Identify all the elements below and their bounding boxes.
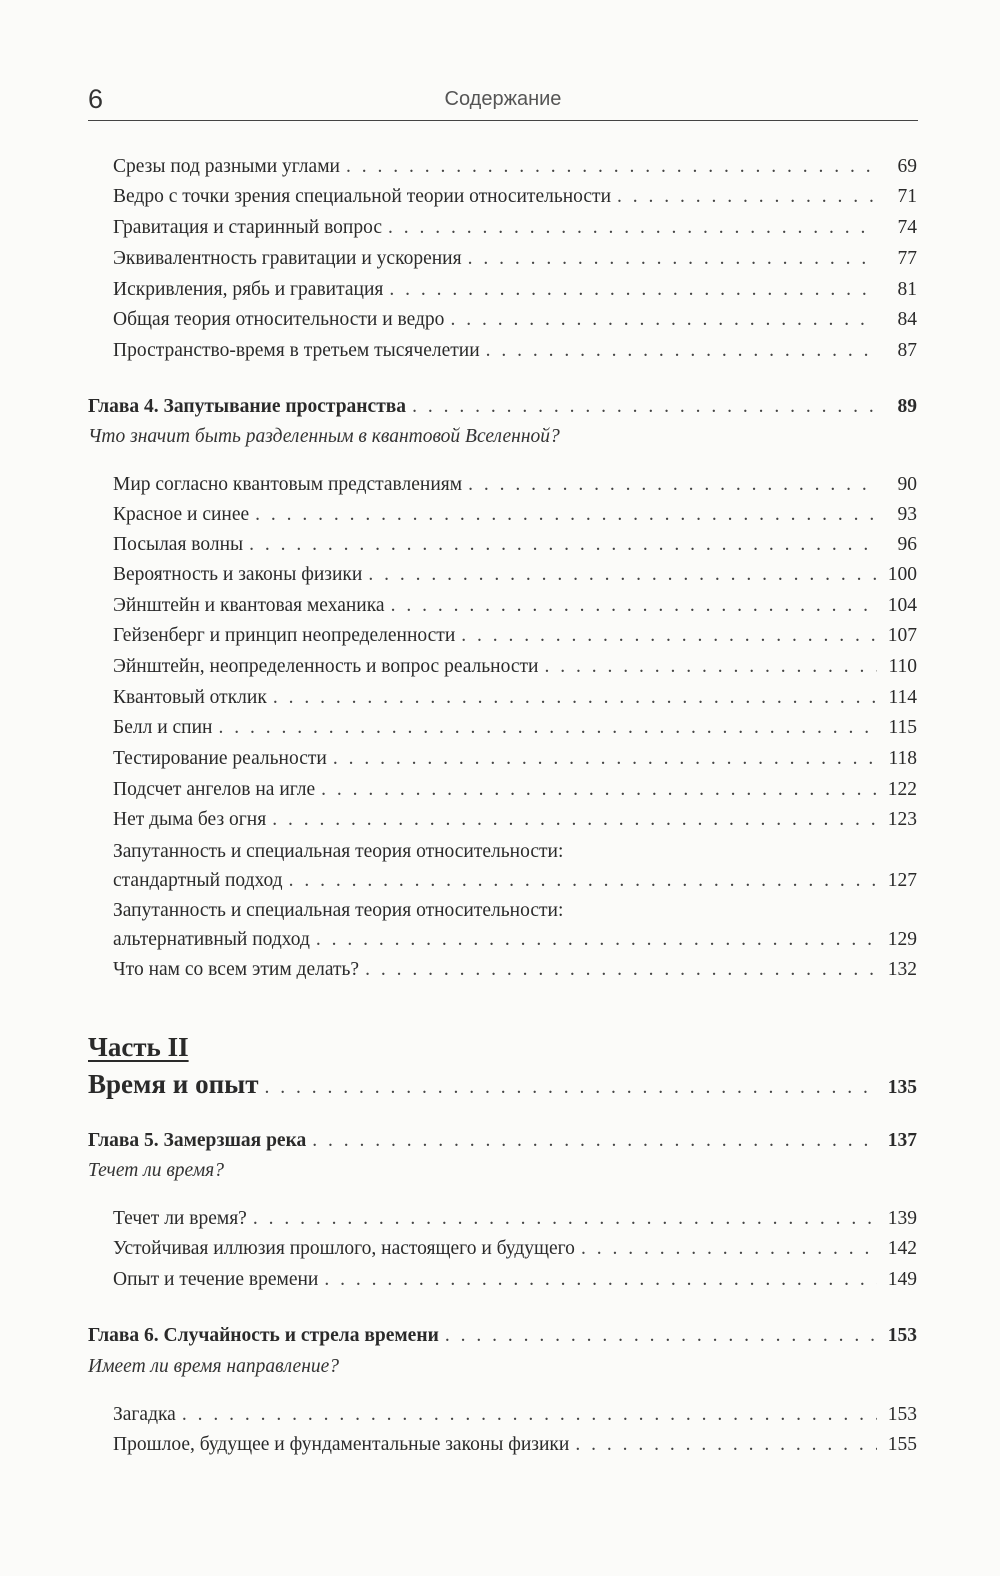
toc-entry-title: Белл и спин	[113, 717, 213, 738]
leader-dots	[445, 1321, 877, 1351]
toc-entry-page: 81	[897, 279, 917, 300]
leader-dots	[273, 683, 877, 713]
toc-entry-title: Тестирование реальности	[113, 748, 327, 769]
toc-entry[interactable]	[113, 1430, 917, 1460]
leader-dots	[324, 1265, 877, 1295]
toc-entry-page: 69	[897, 156, 917, 177]
toc-entry[interactable]	[113, 866, 917, 896]
toc-entry[interactable]	[113, 530, 917, 560]
toc-entry-page: 96	[897, 534, 917, 555]
toc-entry-page: 93	[897, 504, 917, 525]
chapter-subtitle: Течет ли время?	[88, 1160, 224, 1181]
toc-entry-title: Гейзенберг и принцип неопределенности	[113, 625, 456, 646]
leader-dots	[617, 182, 877, 212]
toc-entry[interactable]	[113, 1204, 917, 1234]
toc-entry-title: Эквивалентность гравитации и ускорения	[113, 248, 462, 269]
toc-chapter-4[interactable]	[88, 392, 917, 422]
toc-entry-page: 114	[888, 687, 917, 708]
part-title: Время и опыт	[88, 1069, 259, 1099]
toc-entry-line1[interactable]: Запутанность и специальная теория относительности:	[113, 900, 564, 921]
toc-entry[interactable]	[113, 560, 917, 590]
toc-entry[interactable]	[113, 744, 917, 774]
toc-entry[interactable]	[113, 805, 917, 835]
leader-dots	[461, 621, 877, 651]
toc-entry-page: 123	[887, 809, 917, 830]
toc-entry-page: 107	[887, 625, 917, 646]
toc-entry-title: Квантовый отклик	[113, 687, 267, 708]
toc-entry[interactable]	[113, 500, 917, 530]
leader-dots	[388, 213, 877, 243]
toc-entry[interactable]	[113, 182, 917, 212]
toc-entry-page: 139	[887, 1208, 917, 1229]
toc-entry[interactable]	[113, 152, 917, 182]
leader-dots	[312, 1126, 877, 1156]
toc-entry[interactable]	[113, 470, 917, 500]
toc-entry-title: Опыт и течение времени	[113, 1269, 319, 1290]
part-page: 135	[887, 1077, 917, 1098]
toc-entry-page: 90	[897, 474, 917, 495]
toc-entry-title: Пространство-время в третьем тысячелетии	[113, 340, 480, 361]
toc-entry[interactable]	[113, 955, 917, 985]
chapter-page: 89	[897, 396, 917, 417]
toc-entry[interactable]	[113, 683, 917, 713]
leader-dots	[468, 470, 877, 500]
leader-dots	[272, 805, 877, 835]
toc-chapter-5[interactable]	[88, 1126, 917, 1156]
toc-entry[interactable]	[113, 713, 917, 743]
chapter-subtitle: Имеет ли время направление?	[88, 1356, 340, 1377]
leader-dots	[575, 1430, 877, 1460]
page-number: 6	[88, 84, 104, 114]
toc-entry-page: 129	[887, 929, 917, 950]
toc-entry-title: Подсчет ангелов на игле	[113, 779, 316, 800]
leader-dots	[321, 775, 877, 805]
leader-dots	[316, 925, 877, 955]
toc-entry[interactable]	[113, 621, 917, 651]
toc-entry-page: 100	[887, 564, 917, 585]
leader-dots	[486, 336, 877, 366]
leader-dots	[289, 866, 877, 896]
toc-entry[interactable]	[113, 305, 917, 335]
leader-dots	[391, 591, 877, 621]
toc-entry-page: 84	[897, 309, 917, 330]
toc-entry-page: 110	[888, 656, 917, 677]
toc-entry-page: 87	[897, 340, 917, 361]
toc-entry-title: стандартный подход	[113, 870, 283, 891]
toc-entry-title: Ведро с точки зрения специальной теории относительности	[113, 186, 612, 207]
leader-dots	[218, 713, 877, 743]
toc-entry-page: 77	[897, 248, 917, 269]
leader-dots	[255, 500, 877, 530]
toc-entry-title: Общая теория относительности и ведро	[113, 309, 445, 330]
leader-dots	[581, 1234, 877, 1264]
toc-entry[interactable]	[113, 275, 917, 305]
toc-entry-title: Эйнштейн и квантовая механика	[113, 595, 385, 616]
leader-dots	[346, 152, 877, 182]
toc-entry[interactable]	[113, 1234, 917, 1264]
toc-entry-page: 127	[887, 870, 917, 891]
toc-entry-page: 142	[887, 1238, 917, 1259]
toc-entry-title: Красное и синее	[113, 504, 250, 525]
toc-entry-page: 149	[887, 1269, 917, 1290]
toc-entry-title: Мир согласно квантовым представлениям	[113, 474, 463, 495]
toc-entry-page: 71	[897, 186, 917, 207]
toc-entry-title: Прошлое, будущее и фундаментальные законы физики	[113, 1434, 570, 1455]
leader-dots	[333, 744, 877, 774]
toc-entry-title: Что нам со всем этим делать?	[113, 959, 360, 980]
toc-entry[interactable]	[113, 1265, 917, 1295]
chapter-page: 153	[887, 1325, 917, 1346]
leader-dots	[264, 1068, 877, 1108]
toc-entry-page: 155	[887, 1434, 917, 1455]
toc-entry-title: Гравитация и старинный вопрос	[113, 217, 382, 238]
toc-entry[interactable]	[113, 336, 917, 366]
toc-entry[interactable]	[113, 244, 917, 274]
toc-entry-page: 118	[888, 748, 917, 769]
leader-dots	[249, 530, 877, 560]
leader-dots	[450, 305, 877, 335]
toc-part-2[interactable]	[88, 1064, 917, 1104]
toc-entry-page: 132	[887, 959, 917, 980]
toc-entry-title: Посылая волны	[113, 534, 244, 555]
part-label: Часть II	[88, 1032, 189, 1062]
toc-entry-title: Устойчивая иллюзия прошлого, настоящего и будущего	[113, 1238, 575, 1259]
toc-entry[interactable]	[113, 591, 917, 621]
toc-entry-page: 104	[887, 595, 917, 616]
toc-entry-page: 153	[887, 1404, 917, 1425]
toc-entry-title: Течет ли время?	[113, 1208, 247, 1229]
toc-entry-title: Искривления, рябь и гравитация	[113, 279, 384, 300]
leader-dots	[412, 392, 877, 422]
leader-dots	[365, 955, 877, 985]
toc-entry-page: 122	[887, 779, 917, 800]
chapter-title: Глава 4. Запутывание пространства	[88, 396, 407, 417]
toc-entry-title: Нет дыма без огня	[113, 809, 267, 830]
toc-entry-title: Срезы под разными углами	[113, 156, 340, 177]
leader-dots	[544, 652, 877, 682]
chapter-subtitle: Что значит быть разделенным в квантовой Вселенной?	[88, 426, 560, 447]
leader-dots	[182, 1400, 877, 1430]
leader-dots	[253, 1204, 877, 1234]
toc-entry-page: 115	[888, 717, 917, 738]
toc-entry[interactable]	[113, 213, 917, 243]
toc-entry[interactable]	[113, 925, 917, 955]
toc-entry-title: Вероятность и законы физики	[113, 564, 363, 585]
toc-chapter-6[interactable]	[88, 1321, 917, 1351]
chapter-title: Глава 5. Замерзшая река	[88, 1130, 307, 1151]
running-title: Содержание	[444, 88, 562, 110]
toc-entry-page: 74	[897, 217, 917, 238]
leader-dots	[389, 275, 877, 305]
toc-entry-title: Эйнштейн, неопределенность и вопрос реальности	[113, 656, 539, 677]
toc-entry[interactable]	[113, 1400, 917, 1430]
leader-dots	[368, 560, 877, 590]
toc-entry-title: альтернативный подход	[113, 929, 310, 950]
chapter-page: 137	[887, 1130, 917, 1151]
leader-dots	[468, 244, 877, 274]
toc-entry-title: Загадка	[113, 1404, 176, 1425]
toc-entry-line1[interactable]: Запутанность и специальная теория относительности:	[113, 841, 564, 862]
toc-entry[interactable]	[113, 652, 917, 682]
chapter-title: Глава 6. Случайность и стрела времени	[88, 1325, 439, 1346]
toc-entry[interactable]	[113, 775, 917, 805]
